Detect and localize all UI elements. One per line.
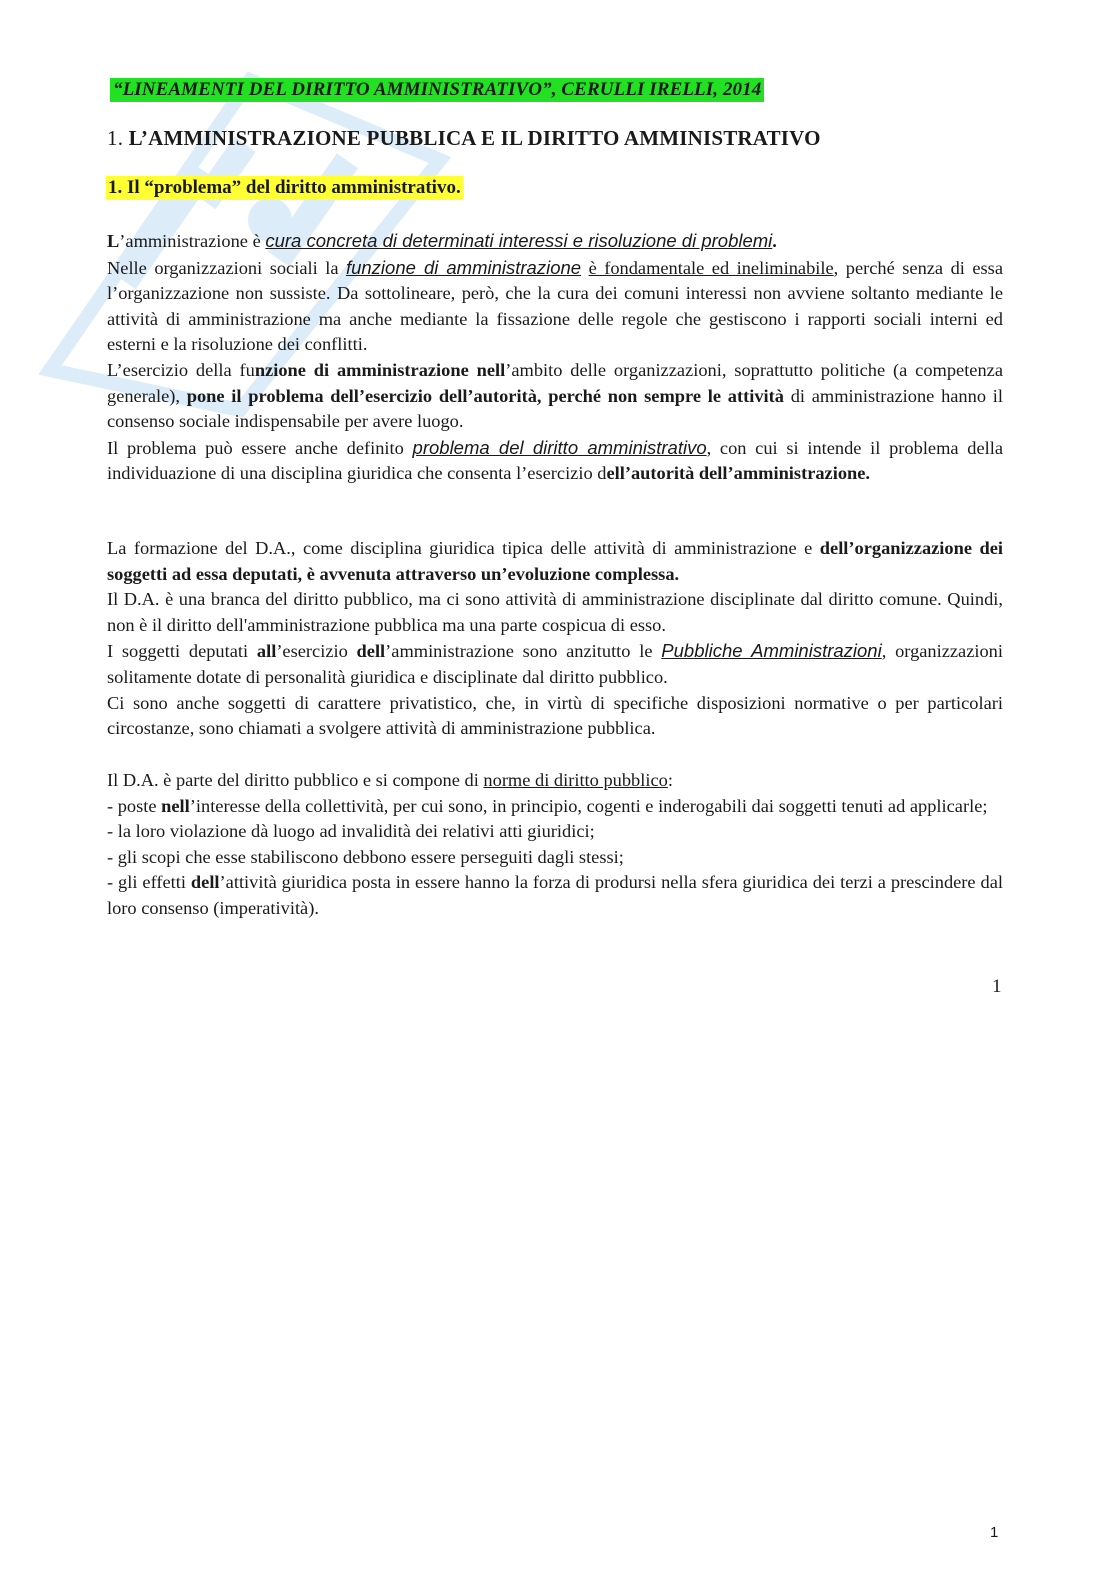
chapter-heading bbox=[107, 126, 821, 151]
paragraph-1: L’amministrazione è cura concreta di determinati interessi e risoluzione di problemi. Nelle organizzazioni sociali la funzione di amministrazione è fondamentale ed ineliminabile, perché senza di essa l’organizzazione non sussiste. Da sottolineare, però, che la cura dei comuni interessi non avviene soltanto mediante le attività di amministrazione ma anche mediante la fissazione delle regole che gestiscono i rapporti sociali interni ed esterni e la risoluzione dei conflitti. L’esercizio della funzione di amministrazione nell’ambito delle organizzazioni, soprattutto politiche (a competenza generale), pone il problema dell’esercizio dell’autorità, perché non sempre le attività di amministrazione hanno il consenso sociale indispensabile per avere luogo. Il problema può essere anche definito problema del diritto amministrativo, con cui si intende il problema della individuazione di una disciplina giuridica che consenta l’esercizio dell’autorità dell’amministrazione. bbox=[107, 230, 1004, 484]
page-number-footer: 1 bbox=[990, 1524, 999, 1541]
list-item: - poste nell’interesse della collettività, per cui sono, in principio, cogenti e inderogabili dai soggetti tenuti ad applicarle; bbox=[107, 795, 988, 816]
definition-funzione: funzione di amministrazione bbox=[345, 256, 582, 278]
document-title: “LINEAMENTI DEL DIRITTO AMMINISTRATIVO”, CERULLI IRELLI, 2014 bbox=[110, 78, 764, 102]
list-item: - la loro violazione dà luogo ad invalidità dei relativi atti giuridici; bbox=[107, 821, 595, 842]
definition-pubbliche-amministrazioni: Pubbliche Amministrazioni bbox=[661, 640, 882, 662]
paragraph-2: La formazione del D.A., come disciplina giuridica tipica delle attività di amministrazione e dell’organizzazione dei soggetti ad essa deputati, è avvenuta attraverso un’evoluzione complessa. Il D.A. è una branca del diritto pubblico, ma ci sono attività di amministrazione disciplinate dal diritto comune. Quindi, non è il diritto dell'amministrazione pubblica ma una parte cospicua di esso. I soggetti deputati all’esercizio dell’amministrazione sono anzitutto le Pubbliche Amministrazioni, organizzazioni solitamente dotate di personalità giuridica e disciplinate dal diritto pubblico. Ci sono anche soggetti di carattere privatistico, che, in virtù di specifiche disposizioni normative o per particolari circostanze, sono chiamati a svolgere attività di amministrazione pubblica. bbox=[107, 538, 1003, 739]
chapter-title: L’AMMINISTRAZIONE PUBBLICA E IL DIRITTO AMMINISTRATIVO bbox=[128, 126, 821, 150]
chapter-number: 1. bbox=[107, 126, 129, 150]
paragraph-3: Il D.A. è parte del diritto pubblico e si compone di norme di diritto pubblico: - poste nell’interesse della collettività, per cui sono, in principio, cogenti e inderogabili dai soggetti tenuti ad applicarle; - la loro violazione dà luogo ad invalidità dei relativi atti giuridici; - gli scopi che esse stabiliscono debbono essere perseguiti dagli stessi; - gli effetti dell’attività giuridica posta in essere hanno la forza di prodursi nella sfera giuridica dei terzi a prescindere dal loro consenso (imperatività). bbox=[107, 768, 1003, 922]
list-item: - gli effetti dell’attività giuridica posta in essere hanno la forza di prodursi nella sfera giuridica dei terzi a prescindere dal loro consenso (imperatività). bbox=[107, 872, 1003, 918]
definition-link-cura: cura concreta di determinati interessi e risoluzione di problemi bbox=[265, 230, 773, 251]
section-heading: 1. Il “problema” del diritto amministrativo. bbox=[108, 177, 461, 198]
list-item: - gli scopi che esse stabiliscono debbono essere perseguiti dagli stessi; bbox=[107, 846, 624, 867]
page-number: 1 bbox=[992, 976, 1002, 997]
definition-problema: problema del diritto amministrativo bbox=[412, 436, 707, 458]
